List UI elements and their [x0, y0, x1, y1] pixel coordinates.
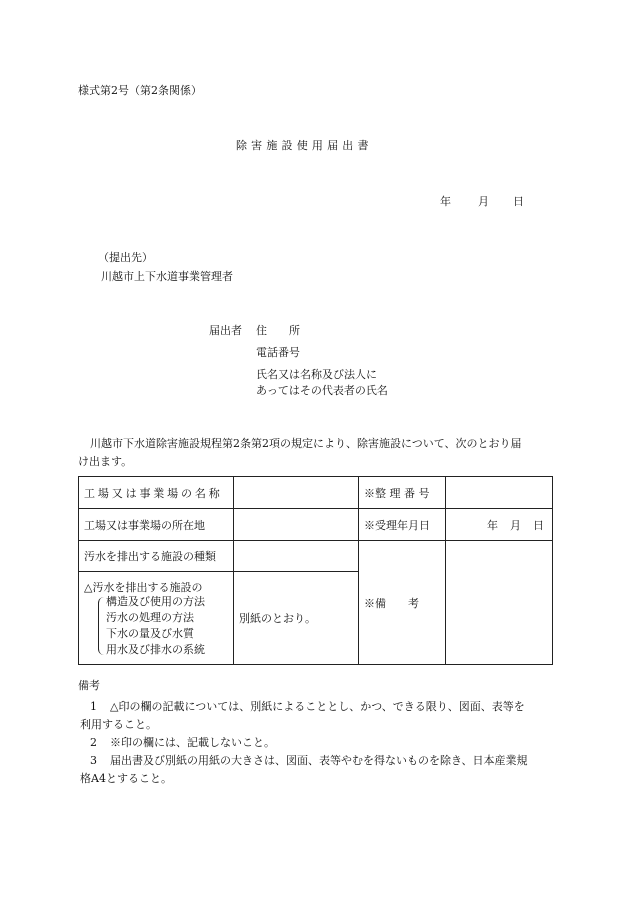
note-text: △印の欄の記載については、別紙によることとし、かつ、できる限り、図面、表等を [110, 700, 525, 713]
address-label: 住 所 [256, 324, 300, 337]
uketsuke-year: 年 [487, 518, 498, 532]
bikou-label: ※備 考 [359, 541, 446, 665]
brace-block [84, 575, 228, 661]
factory-name-value[interactable] [234, 477, 359, 509]
note-text: ※印の欄には、記載しないこと。 [110, 736, 275, 749]
body-text-line1: 川越市下水道除害施設規程第2条第2項の規定により、除害施設について、次のとおり届 [90, 437, 522, 450]
name-label-line2: あってはその代表者の氏名 [256, 384, 388, 397]
brace-item: 用水及び排水の系統 [106, 643, 205, 656]
note-number: 3 [90, 754, 97, 767]
form-number: 様式第2号（第2条関係） [78, 84, 202, 97]
seiri-label: ※整 理 番 号 [359, 477, 446, 509]
brace-item: 汚水の処理の方法 [106, 611, 194, 624]
note-number: 1 [90, 700, 97, 713]
note-item-1 [90, 698, 525, 714]
brace-intro: △汚水を排出する施設の [84, 581, 203, 594]
recipient-name: 川越市上下水道事業管理者 [101, 270, 233, 283]
brace-item: 下水の量及び水質 [106, 627, 194, 640]
factory-address-label: 工場又は事業場の所在地 [79, 509, 234, 541]
notes-heading: 備考 [78, 679, 100, 692]
recipient-label: （提出先） [98, 251, 153, 264]
name-label-line1: 氏名又は名称及び法人に [256, 368, 377, 381]
note-text: 届出書及び別紙の用紙の大きさは、図面、表等やむを得ないものを除き、日本産業規 [110, 754, 528, 767]
body-text-line2: け出ます。 [78, 455, 133, 468]
factory-name-label: 工場又は事業場の名称 [79, 477, 234, 509]
date-year: 年 [440, 195, 451, 208]
note-item-3-line2: 格A4とすること。 [80, 772, 172, 785]
note-item-3 [90, 752, 528, 768]
applicant-label: 届出者 [209, 324, 242, 337]
factory-address-value[interactable] [234, 509, 359, 541]
document-title: 除害施設使用届出書 [236, 139, 373, 152]
phone-label: 電話番号 [256, 346, 300, 359]
seiri-value [446, 477, 553, 509]
date-month: 月 [478, 195, 489, 208]
note-number: 2 [90, 736, 97, 749]
date-day: 日 [513, 195, 524, 208]
uketsuke-month: 月 [510, 518, 521, 532]
uketsuke-label: ※受理年月日 [359, 509, 446, 541]
uketsuke-day: 日 [533, 518, 544, 532]
facility-type-value[interactable] [234, 541, 359, 572]
uketsuke-date [446, 509, 553, 541]
brace-item: 構造及び使用の方法 [106, 595, 205, 608]
separate-sheet-note: 別紙のとおり。 [234, 572, 359, 665]
facility-type-label: 汚水を排出する施設の種類 [79, 541, 234, 572]
note-item-2 [90, 734, 275, 750]
note-item-1-line2: 利用すること。 [80, 718, 157, 731]
facility-detail-label [79, 572, 234, 665]
bikou-value [446, 541, 553, 665]
brace-items [106, 594, 205, 658]
submission-form-table [78, 476, 553, 665]
brace-symbol [98, 597, 104, 655]
